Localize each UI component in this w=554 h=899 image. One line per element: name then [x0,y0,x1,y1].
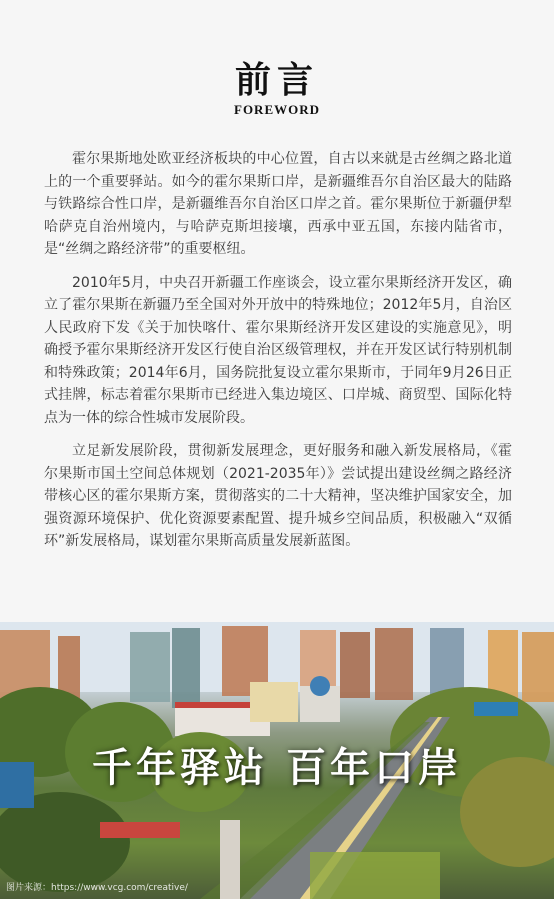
photo-watermark: 图片来源：https://www.vcg.com/creative/ [6,883,188,893]
paragraph-3: 立足新发展阶段，贯彻新发展理念，更好服务和融入新发展格局，《霍尔果斯市国土空间总体规划（2021-2035年）》尝试提出建设丝绸之路经济带核心区的霍尔果斯方案，贯彻落实的二十大精神，坚决维护国家安全，加强资源环境保护、优化资源要素配置、提升城乡空间品质，积极融入“双循环”新发展格局，谋划霍尔果斯高质量发展新蓝图。 [44,443,512,549]
page-title: 前言 [234,59,319,101]
photo-slogan: 千年驿站 百年口岸 [92,744,462,791]
paragraph-1: 霍尔果斯地处欧亚经济板块的中心位置，自古以来就是古丝绸之路北道上的一个重要驿站。如今的霍尔果斯口岸，是新疆维吾尔自治区最大的陆路与铁路综合性口岸，是新疆维吾尔自治区口岸之首。霍尔果斯位于新疆伊犁哈萨克自治州境内，与哈萨克斯坦接壤，西承中亚五国，东接内陆省市，是“丝绸之路经济带”的重要枢纽。 [44,151,512,257]
foreword-body [44,148,512,564]
city-photo [0,622,554,899]
header [0,58,554,118]
page-subtitle: FOREWORD [234,102,320,117]
paragraph-2: 2010年5月，中央召开新疆工作座谈会，设立霍尔果斯经济开发区，确立了霍尔果斯在新疆乃至全国对外开放中的特殊地位；2012年5月，自治区人民政府下发《关于加快喀什、霍尔果斯经济开发区建设的实施意见》，明确授予霍尔果斯经济开发区行使自治区级管理权，并在开发区试行特别机制和特殊政策；2014年6月，国务院批复设立霍尔果斯市，于同年9月26日正式挂牌，标志着霍尔果斯市已经进入集边境区、口岸城、商贸型、国际化特点为一体的综合性城市发展阶段。 [44,274,512,426]
